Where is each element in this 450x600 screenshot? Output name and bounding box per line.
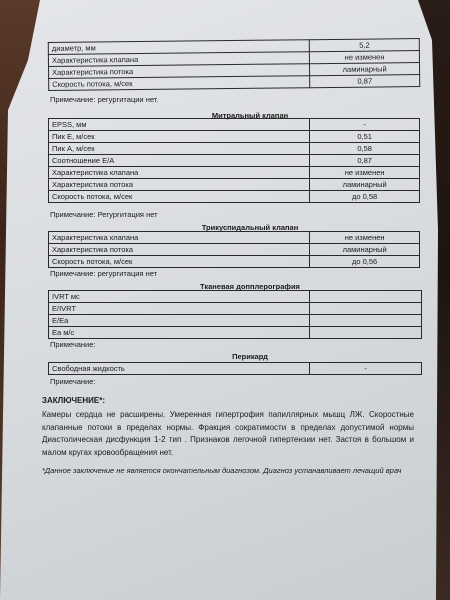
row-label: Свободная жидкость (49, 363, 310, 375)
mitral-title: Митральный клапан (211, 111, 289, 120)
pericardium-table (48, 362, 422, 375)
aortic-note: Примечание: регургитации нет. (50, 95, 159, 104)
row-value: ламинарный (310, 244, 420, 256)
row-label: Соотношение Е/А (49, 155, 310, 167)
table-row (49, 119, 420, 131)
tricuspid-title: Трикуспидальный клапан (201, 223, 299, 232)
table-row (49, 363, 422, 375)
table-row (49, 191, 420, 203)
row-label: Характеристика потока (49, 64, 310, 79)
row-label: Скорость потока, м/сек (49, 191, 310, 203)
row-label: E/IVRT (49, 303, 310, 315)
row-value: 5,2 (309, 39, 419, 52)
row-label: EPSS, мм (49, 119, 310, 131)
conclusion-text: Камеры сердца не расширены. Умеренная гипертрофия папиллярных мышц ЛЖ. Скоростные клапанные потоки в пределах нормы. Фракция сократимости в пределах допустимой нормы Диастолическая дисфункция 1-2 тип . Признаков легочной гипертензии нет. Застоя в большом и малом кругах кровообращения нет. (42, 410, 414, 457)
row-label: Характеристика клапана (48, 52, 309, 67)
table-row (49, 131, 420, 143)
row-value: не изменен (310, 51, 420, 64)
pericardium-title: Перикард (232, 352, 268, 361)
row-label: Скорость потока, м/сек (49, 256, 310, 268)
row-label: Скорость потока, м/сек (49, 76, 310, 91)
row-value: до 0,58 (310, 191, 420, 203)
table-row (49, 179, 420, 191)
tissue-doppler-note: Примечание: (50, 340, 96, 349)
table-row (49, 155, 420, 167)
conclusion-title: ЗАКЛЮЧЕНИЕ*: (42, 396, 106, 405)
tissue-doppler-table (48, 290, 422, 339)
table-row (49, 167, 420, 179)
table-row (49, 327, 422, 339)
table-row (49, 315, 422, 327)
row-value: ламинарный (310, 179, 420, 191)
tricuspid-table (48, 231, 420, 268)
row-label: E/Ea (49, 315, 310, 327)
row-value: 0,51 (310, 131, 420, 143)
table-row (49, 244, 420, 256)
pericardium-note: Примечание: (50, 377, 96, 386)
row-label: Характеристика потока (49, 244, 310, 256)
tissue-doppler-title: Тканевая допплерография (200, 282, 300, 291)
row-value: не изменен (310, 232, 420, 244)
row-value: - (310, 363, 422, 375)
table-row (49, 303, 422, 315)
row-label: Пик Е, м/сек (49, 131, 310, 143)
row-label: Характеристика потока (49, 179, 310, 191)
mitral-note: Примечание: Регургитация нет (50, 210, 158, 219)
row-value: 0,87 (310, 75, 420, 88)
row-value: 0,87 (310, 155, 420, 167)
row-label: диаметр, мм (48, 40, 309, 55)
mitral-table (48, 118, 420, 203)
tricuspid-note: Примечание: регургитация нет (50, 269, 158, 278)
row-label: Характеристика клапана (49, 167, 310, 179)
row-value (310, 327, 422, 339)
table-row (49, 143, 420, 155)
table-row (49, 291, 422, 303)
row-value: не изменен (310, 167, 420, 179)
disclaimer-footnote: *Данное заключение не является окончательным диагнозом. Диагноз устанавливает лечащий врач (42, 466, 402, 475)
table-row (49, 232, 420, 244)
row-value (310, 315, 422, 327)
row-value: ламинарный (310, 63, 420, 76)
row-value (310, 303, 422, 315)
row-label: Характеристика клапана (49, 232, 310, 244)
table-row (49, 256, 420, 268)
row-value: до 0,56 (310, 256, 420, 268)
row-label: IVRT мс (49, 291, 310, 303)
row-value: - (310, 119, 420, 131)
row-value: 0,58 (310, 143, 420, 155)
row-label: Пик А, м/сек (49, 143, 310, 155)
aortic-table (48, 38, 420, 91)
row-label: Ea м/с (49, 327, 310, 339)
row-value (310, 291, 422, 303)
